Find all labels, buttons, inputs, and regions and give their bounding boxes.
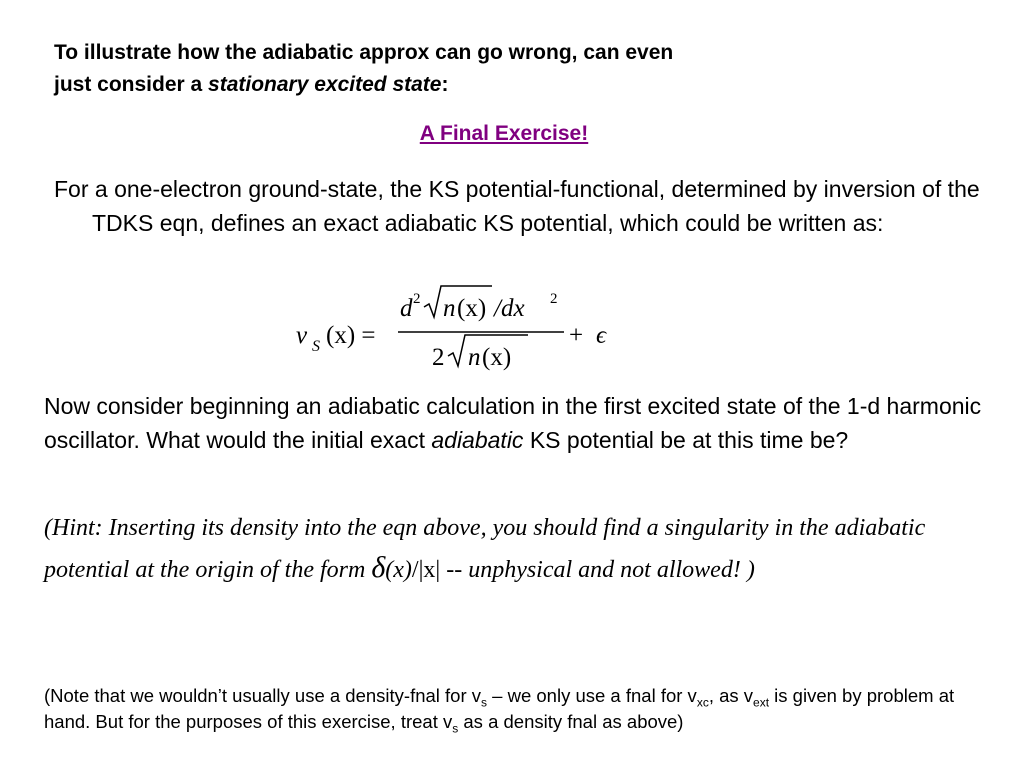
note-sub-s-2: s: [452, 721, 459, 736]
eq-plus: +: [569, 322, 584, 349]
eq-lhs-arg: (x) =: [326, 322, 376, 349]
note-text-5: as a density fnal as above): [458, 711, 684, 732]
note-text-2: – we only use a fnal for v: [487, 685, 697, 706]
slide-title-link[interactable]: A Final Exercise!: [419, 122, 589, 145]
note-sub-xc: xc: [696, 695, 709, 710]
intro-line-1: To illustrate how the adiabatic approx can go wrong, can even: [54, 41, 674, 64]
intro-line-2-prefix: just consider a: [54, 73, 209, 96]
delta-symbol: δ: [371, 551, 386, 584]
hint-delta-arg: (x): [385, 557, 412, 583]
note-text-4: is given by problem at hand. But for the purposes of this exercise, treat v: [44, 685, 955, 732]
paragraph-question: [44, 389, 984, 457]
note-sub-ext: ext: [753, 695, 770, 710]
question-text-2: KS potential be at this time be?: [523, 427, 849, 453]
eq-num-d: d: [400, 295, 413, 322]
eq-sub-s: S: [312, 338, 320, 355]
eq-den-n: n: [468, 344, 481, 371]
eq-den-2: 2: [432, 344, 445, 371]
intro-line-2: [54, 69, 954, 101]
note-text-3: , as v: [708, 685, 754, 706]
eq-den-arg: (x): [482, 344, 512, 371]
ks-potential-equation: [296, 283, 626, 379]
eq-num-arg: (x): [457, 295, 487, 322]
note-text: [44, 683, 984, 735]
eq-epsilon: ϵ: [596, 322, 607, 349]
hint-text-1: (Hint: Inserting its density into the eqn above, you should find a singularity in the adiabatic potential at the origin of the form: [44, 515, 926, 583]
eq-v: v: [296, 322, 308, 349]
hint-abs-x: |x|: [418, 557, 441, 583]
slide-title: [0, 120, 1008, 148]
eq-num-tail-sup: 2: [550, 291, 558, 307]
intro-emphasis: stationary excited state: [208, 73, 442, 96]
intro-text: [54, 37, 954, 101]
intro-colon: :: [441, 73, 449, 96]
question-text-1: Now consider beginning an adiabatic calculation in the first excited state of the 1-d harmonic oscillator. What would the initial exact: [44, 393, 982, 453]
note-text-1: (Note that we wouldn’t usually use a density-fnal for v: [44, 685, 482, 706]
hint-text-2: -- unphysical and not allowed! ): [440, 557, 755, 583]
hint-text: [44, 507, 1004, 591]
paragraph-ks-potential: For a one-electron ground-state, the KS potential-functional, determined by inversion of the TDKS eqn, defines an exact adiabatic KS potential, which could be written as:: [54, 176, 980, 236]
question-emphasis: adiabatic: [431, 427, 524, 453]
hint-slash: /: [411, 557, 419, 583]
eq-num-tail: /dx: [494, 295, 525, 322]
note-sub-s: s: [481, 695, 488, 710]
eq-num-n: n: [443, 295, 456, 322]
eq-num-sup: 2: [413, 291, 421, 307]
